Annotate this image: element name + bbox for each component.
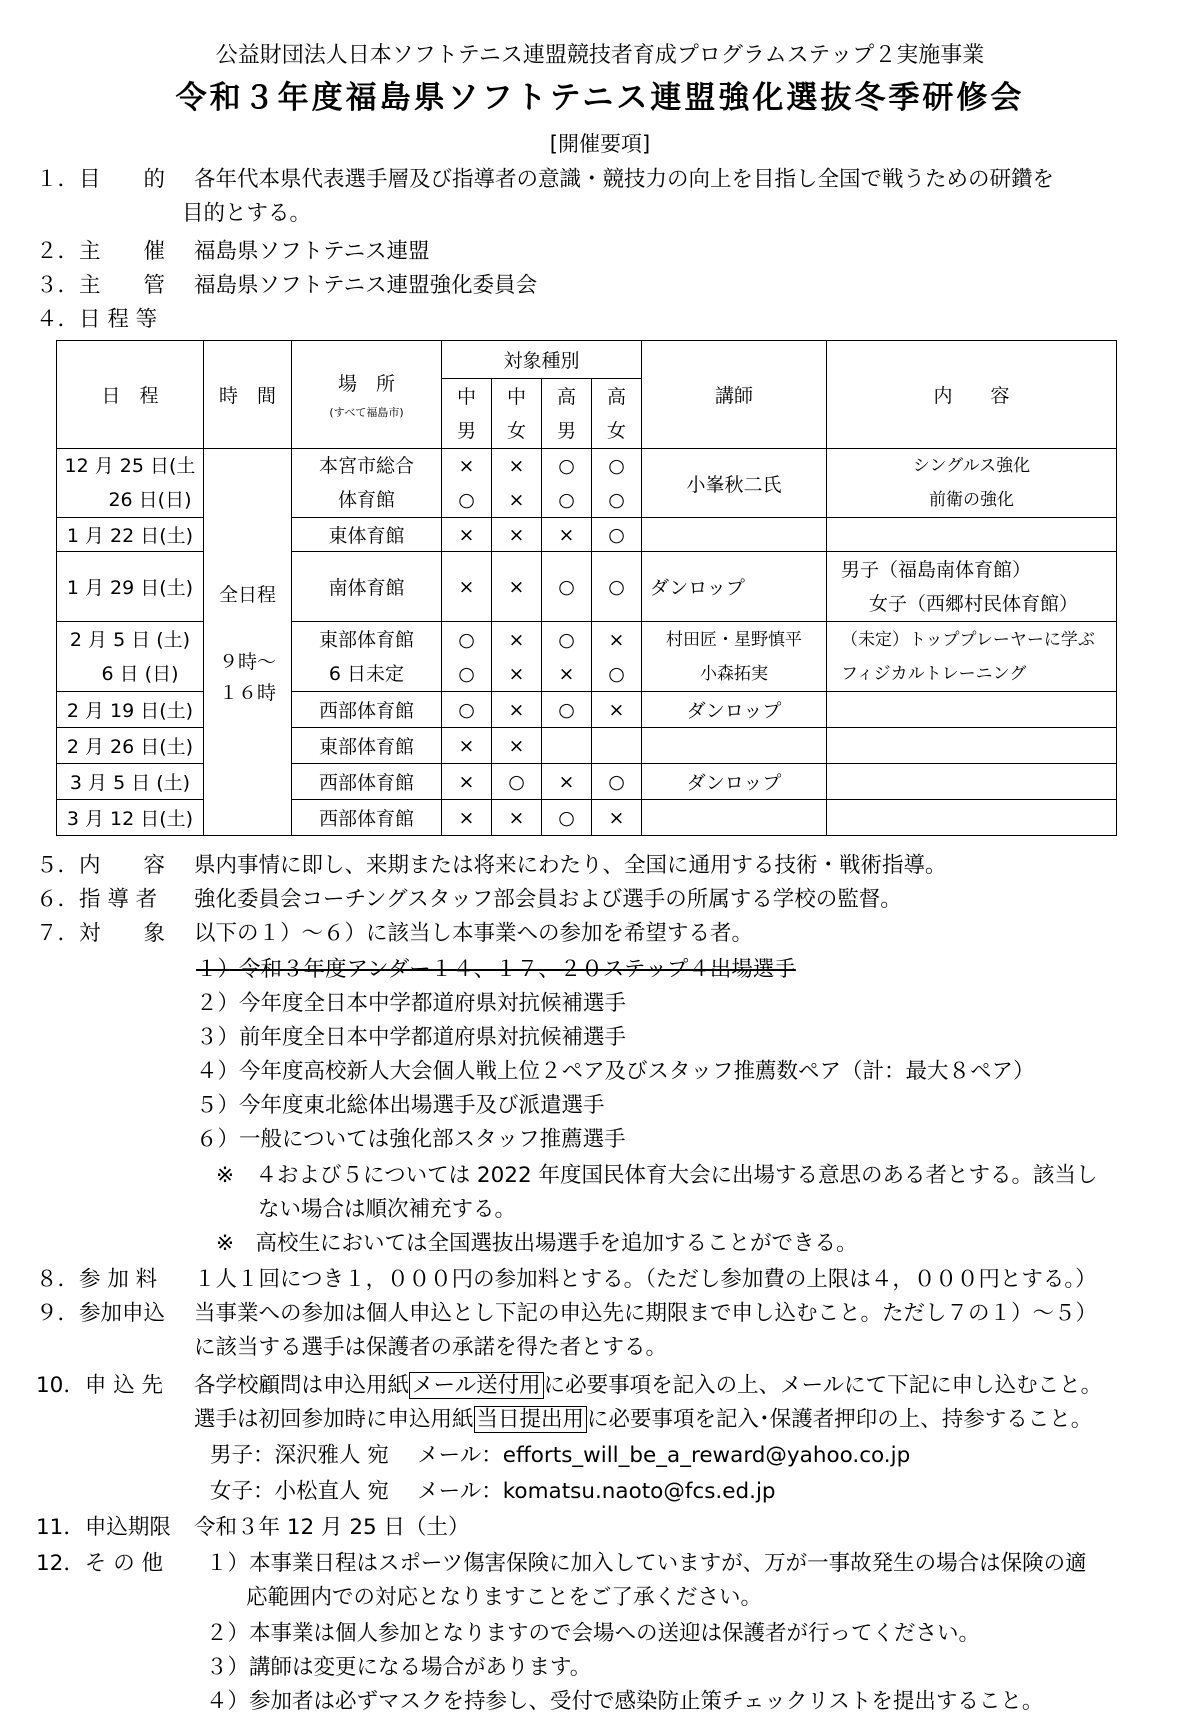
target-item-6: ６）一般については強化部スタッフ推薦選手 bbox=[196, 1127, 626, 1152]
section-label: ４．日 程 等 bbox=[36, 307, 158, 332]
requirements-heading: [開催要項] bbox=[549, 132, 651, 156]
header-cat-hs-girls: 高 女 bbox=[592, 379, 642, 449]
section-text: に必要事項を記入･保護者押印の上、持参すること。 bbox=[587, 1407, 1093, 1432]
row-place: 東部体育館 6 日未定 bbox=[292, 622, 442, 692]
section-other bbox=[36, 1550, 1087, 1578]
mark-cell: ○ bbox=[542, 692, 592, 728]
section-text: 各学校顧問は申込用紙 bbox=[194, 1373, 410, 1398]
row-place: 南体育館 bbox=[292, 552, 442, 622]
form-onsite-label: 当日提出用 bbox=[474, 1406, 588, 1433]
header-date: 日 程 bbox=[57, 341, 204, 449]
row-coach: 小峯秋二氏 bbox=[642, 449, 827, 518]
mark-cell: × bbox=[492, 800, 542, 836]
mark-cell: ○ × bbox=[542, 622, 592, 692]
schedule-table bbox=[56, 340, 1117, 836]
mark-cell: × bbox=[442, 764, 492, 800]
row-place: 本宮市総合 体育館 bbox=[292, 449, 442, 518]
row-coach: ダンロップ bbox=[642, 764, 827, 800]
section-text: 福島県ソフトテニス連盟 bbox=[194, 239, 430, 264]
mark-cell: × ○ bbox=[592, 622, 642, 692]
mark-cell: × bbox=[442, 800, 492, 836]
mark-cell: ○ ○ bbox=[592, 449, 642, 518]
other-item-1-cont: 応範囲内での対応となりますことをご了承ください。 bbox=[246, 1585, 763, 1610]
row-place: 西部体育館 bbox=[292, 764, 442, 800]
section-label: ２．主 催 bbox=[36, 239, 166, 264]
section-apply-to-line2 bbox=[194, 1406, 1092, 1434]
section-text: １）本事業日程はスポーツ傷害保険に加入していますが、万が一事故発生の場合は保険の適 bbox=[206, 1551, 1087, 1576]
contact-female: 女子：小松直人 宛 メール：komatsu.naoto@fcs.ed.jp bbox=[210, 1479, 776, 1504]
section-apply-to bbox=[36, 1372, 1102, 1400]
section-application-cont: に該当する選手は保護者の承諾を得た者とする。 bbox=[194, 1335, 668, 1360]
section-text: に必要事項を記入の上、メールにて下記に申し込むこと。 bbox=[543, 1373, 1103, 1398]
mark-cell: ○ bbox=[592, 552, 642, 622]
row-date: 2 月 19 日(土) bbox=[57, 692, 204, 728]
time-all-days: 全日程 bbox=[218, 583, 276, 606]
header-place-label: 場 所 bbox=[337, 373, 395, 395]
mark-cell: × bbox=[442, 552, 492, 622]
other-item-3: ３）講師は変更になる場合があります。 bbox=[206, 1655, 592, 1680]
header-place bbox=[292, 341, 442, 449]
mark-cell: × bbox=[492, 692, 542, 728]
row-coach: 村田匠・星野慎平 小森拓実 bbox=[642, 622, 827, 692]
header-coach: 講師 bbox=[642, 341, 827, 449]
header-place-note: (すべて福島市) bbox=[329, 406, 404, 419]
mark-cell: ○ bbox=[592, 518, 642, 552]
mark-cell: ○ ○ bbox=[542, 449, 592, 518]
section-target bbox=[36, 920, 753, 948]
target-note-2: ※ 高校生においては全国選抜出場選手を追加することができる。 bbox=[216, 1231, 858, 1256]
section-management bbox=[36, 272, 537, 300]
row-place: 東体育館 bbox=[292, 518, 442, 552]
mark-cell: × bbox=[592, 692, 642, 728]
row-content bbox=[827, 728, 1117, 764]
section-schedule bbox=[36, 306, 157, 334]
section-label: 10．申 込 先 bbox=[36, 1373, 164, 1398]
row-content bbox=[827, 800, 1117, 836]
mark-cell: ○ bbox=[492, 764, 542, 800]
target-item-5: ５）今年度東北総体出場選手及び派遣選手 bbox=[196, 1093, 605, 1118]
target-item-4: ４）今年度高校新人大会個人戦上位２ペア及びスタッフ推薦数ペア（計：最大８ペア） bbox=[196, 1059, 1035, 1084]
other-item-2: ２）本事業は個人参加となりますので会場への送迎は保護者が行ってください。 bbox=[206, 1621, 981, 1646]
section-label: ８．参 加 料 bbox=[36, 1267, 158, 1292]
row-date: 12 月 25 日(土 26 日(日) bbox=[57, 449, 204, 518]
header-cat-jh-boys: 中 男 bbox=[442, 379, 492, 449]
mark-cell: × bbox=[442, 728, 492, 764]
row-place: 東部体育館 bbox=[292, 728, 442, 764]
header-cat-hs-boys: 高 男 bbox=[542, 379, 592, 449]
row-date: 2 月 26 日(土) bbox=[57, 728, 204, 764]
row-content: 男子（福島南体育館） 女子（西郷村民体育館） bbox=[827, 552, 1117, 622]
document-title: 令和３年度福島県ソフトテニス連盟強化選抜冬季研修会 bbox=[175, 80, 1025, 116]
row-place: 西部体育館 bbox=[292, 692, 442, 728]
section-text: 各年代本県代表選手層及び指導者の意識・競技力の向上を目指し全国で戦うための研鑽を bbox=[194, 167, 1055, 192]
mark-cell: × bbox=[592, 800, 642, 836]
time-cell bbox=[204, 449, 292, 836]
target-note-1-cont: ない場合は順次補充する。 bbox=[258, 1197, 517, 1222]
mark-cell: × bbox=[542, 764, 592, 800]
row-coach bbox=[642, 518, 827, 552]
section-deadline bbox=[36, 1514, 470, 1542]
other-item-4: ４）参加者は必ずマスクを持参し、受付で感染防止策チェックリストを提出すること。 bbox=[206, 1689, 1044, 1714]
mark-cell: ○ bbox=[542, 552, 592, 622]
section-text: 県内事情に即し、来期または将来にわたり、全国に通用する技術・戦術指導。 bbox=[194, 853, 947, 878]
mark-cell: ○ bbox=[542, 800, 592, 836]
mark-cell: × ○ bbox=[442, 449, 492, 518]
header-target: 対象種別 bbox=[442, 341, 642, 379]
contact-male: 男子：深沢雅人 宛 メール：efforts_will_be_a_reward@yahoo.co.jp bbox=[210, 1443, 911, 1468]
row-content bbox=[827, 518, 1117, 552]
section-text: １人１回につき１，０００円の参加料とする。（ただし参加費の上限は４，０００円とする。） bbox=[194, 1267, 1097, 1292]
mark-cell: ○ bbox=[592, 764, 642, 800]
header-content: 内 容 bbox=[827, 341, 1117, 449]
mark-cell: ○ ○ bbox=[442, 622, 492, 692]
document-subtitle: 公益財団法人日本ソフトテニス連盟競技者育成プログラムステップ２実施事業 bbox=[215, 43, 985, 68]
row-content: シングルス強化 前衛の強化 bbox=[827, 449, 1117, 518]
mark-cell: ○ bbox=[442, 692, 492, 728]
section-label: 11．申込期限 bbox=[36, 1515, 171, 1540]
section-label: ６．指 導 者 bbox=[36, 887, 158, 912]
mark-cell: × bbox=[492, 728, 542, 764]
mark-cell: × × bbox=[492, 449, 542, 518]
section-purpose bbox=[36, 166, 1054, 194]
row-date: 3 月 12 日(土) bbox=[57, 800, 204, 836]
section-text: 令和３年 12 月 25 日（土） bbox=[194, 1515, 470, 1540]
section-content bbox=[36, 852, 947, 880]
row-date: 3 月 5 日 (土) bbox=[57, 764, 204, 800]
mark-cell: × × bbox=[492, 622, 542, 692]
section-text: 以下の１）～６）に該当し本事業への参加を希望する者。 bbox=[194, 921, 754, 946]
target-note-1: ※ ４および５については 2022 年度国民体育大会に出場する意思のある者とする。該当し bbox=[216, 1163, 1098, 1188]
section-organizer bbox=[36, 238, 430, 266]
time-start: ９時～ bbox=[218, 650, 276, 673]
row-content bbox=[827, 692, 1117, 728]
row-date: 1 月 29 日(土) bbox=[57, 552, 204, 622]
time-end: １６時 bbox=[218, 681, 276, 704]
header-cat-jh-girls: 中 女 bbox=[492, 379, 542, 449]
section-purpose-cont: 目的とする。 bbox=[182, 201, 312, 226]
row-coach: ダンロップ bbox=[642, 552, 827, 622]
row-date: 2 月 5 日 (土) 6 日 (日) bbox=[57, 622, 204, 692]
section-label: ３．主 管 bbox=[36, 273, 166, 298]
section-label: 12．そ の 他 bbox=[36, 1551, 164, 1576]
row-place: 西部体育館 bbox=[292, 800, 442, 836]
section-fee bbox=[36, 1266, 1097, 1294]
section-label: ７．対 象 bbox=[36, 921, 166, 946]
section-text: 選手は初回参加時に申込用紙 bbox=[194, 1407, 474, 1432]
row-date: 1 月 22 日(土) bbox=[57, 518, 204, 552]
mark-cell bbox=[592, 728, 642, 764]
section-text: 当事業への参加は個人申込とし下記の申込先に期限まで申し込むこと。ただし７の１）～５） bbox=[194, 1301, 1098, 1326]
row-coach bbox=[642, 800, 827, 836]
section-label: ９．参加申込 bbox=[36, 1301, 166, 1326]
section-text: 強化委員会コーチングスタッフ部会員および選手の所属する学校の監督。 bbox=[194, 887, 902, 912]
section-label: １．目 的 bbox=[36, 167, 166, 192]
section-label: ５．内 容 bbox=[36, 853, 166, 878]
mark-cell: × bbox=[442, 518, 492, 552]
target-item-2: ２）今年度全日本中学都道府県対抗候補選手 bbox=[196, 991, 627, 1016]
section-application bbox=[36, 1300, 1097, 1328]
row-content: （未定）トッププレーヤーに学ぶ フィジカルトレーニング bbox=[827, 622, 1117, 692]
row-coach: ダンロップ bbox=[642, 692, 827, 728]
section-instructors bbox=[36, 886, 902, 914]
target-item-3: ３）前年度全日本中学都道府県対抗候補選手 bbox=[196, 1025, 627, 1050]
row-coach bbox=[642, 728, 827, 764]
header-time: 時 間 bbox=[204, 341, 292, 449]
mark-cell: × bbox=[492, 518, 542, 552]
mark-cell: × bbox=[542, 518, 592, 552]
section-text: 福島県ソフトテニス連盟強化委員会 bbox=[194, 273, 538, 298]
target-item-1: １）令和３年度アンダー１４、１７、２０ステップ４出場選手 bbox=[196, 957, 796, 982]
mark-cell: × bbox=[492, 552, 542, 622]
form-email-label: メール送付用 bbox=[409, 1372, 544, 1399]
table-row bbox=[57, 449, 1117, 518]
mark-cell bbox=[542, 728, 592, 764]
row-content bbox=[827, 764, 1117, 800]
